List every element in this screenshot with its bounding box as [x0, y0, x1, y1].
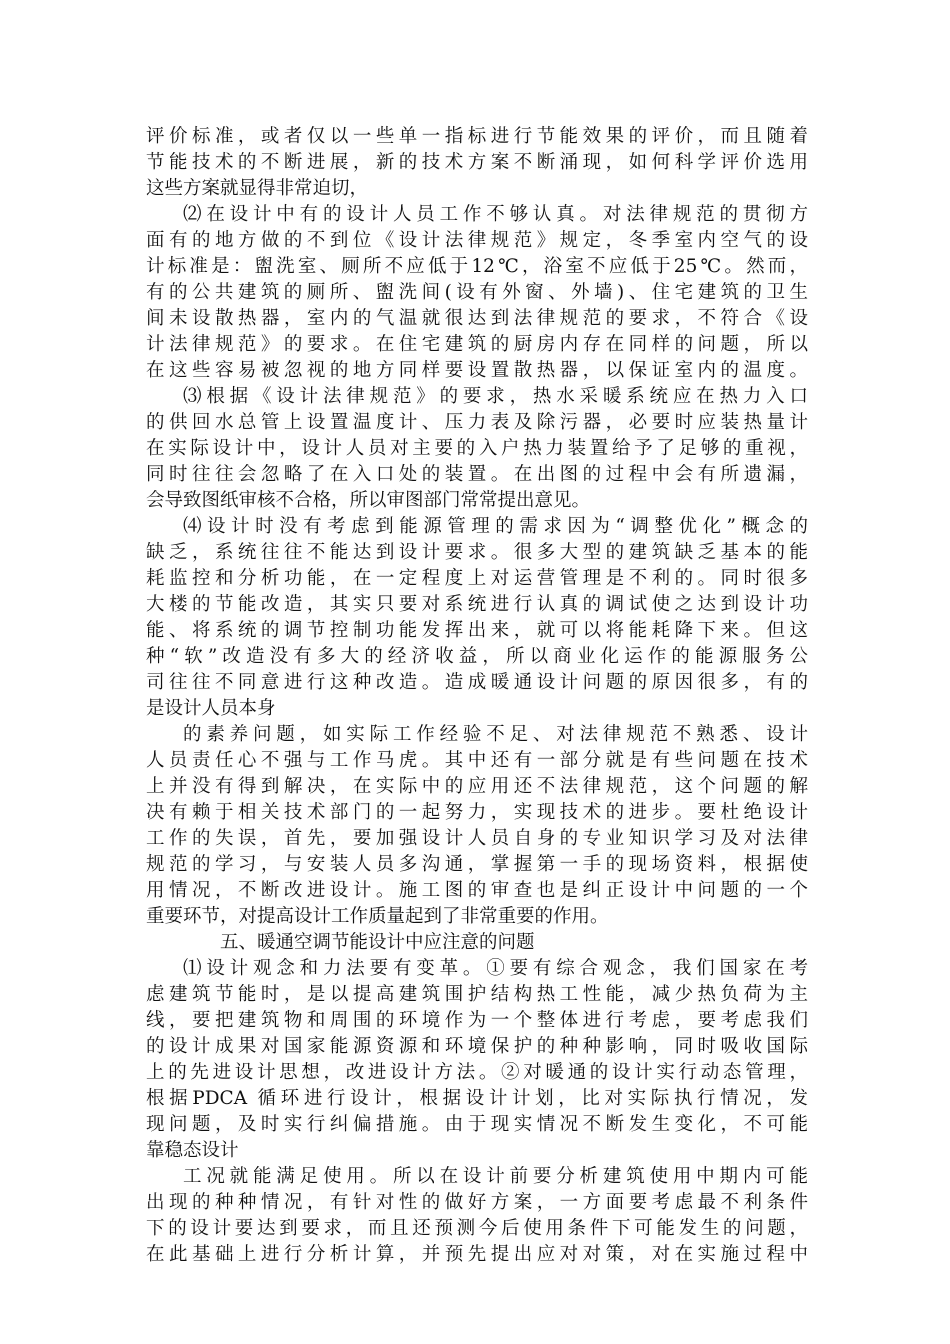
text-line: 耗监控和分析功能，在一定程度上对运营管理是不利的。同时很多 — [146, 568, 808, 589]
text-line: 用情况，不断改进设计。施工图的审查也是纠正设计中问题的一个 — [146, 880, 808, 901]
text-line: 根据PDCA 循环进行设计，根据设计计划，比对实际执行情况，发 — [146, 1088, 808, 1109]
text-line: 出现的种种情况，有针对性的做好方案，一方面要考虑最不利条件 — [146, 1192, 808, 1213]
text-line: 同时往往会忽略了在入口处的装置。在出图的过程中会有所遗漏， — [146, 464, 808, 485]
text-line: 会导致图纸审核不合格，所以审图部门常常提出意见。 — [146, 490, 591, 511]
text-line: 缺乏，系统往往不能达到设计要求。很多大型的建筑缺乏基本的能 — [146, 542, 808, 563]
text-line: 规范的学习，与安装人员多沟通，掌握第一手的现场资料，根据使 — [146, 854, 808, 875]
paragraph-start-line: ⑵在设计中有的设计人员工作不够认真。对法律规范的贯彻方 — [183, 204, 808, 225]
text-line: 工作的失误，首先，要加强设计人员自身的专业知识学习及对法律 — [146, 828, 808, 849]
text-line: 现问题，及时实行纠偏措施。由于现实情况不断发生变化，不可能 — [146, 1114, 808, 1135]
text-line: 有的公共建筑的厕所、盥洗间(设有外窗、外墙)、住宅建筑的卫生 — [146, 282, 808, 303]
text-line: 能、将系统的调节控制功能发挥出来，就可以将能耗降下来。但这 — [146, 620, 808, 641]
paragraph-start-line: ⑷设计时没有考虑到能源管理的需求因为“调整优化”概念的 — [183, 516, 808, 537]
text-line: 间未设散热器，室内的气温就很达到法律规范的要求，不符合《设 — [146, 308, 808, 329]
text-line: 节能技术的不断进展，新的技术方案不断涌现，如何科学评价选用 — [146, 152, 808, 173]
text-line: 重要环节，对提高设计工作质量起到了非常重要的作用。 — [146, 906, 609, 927]
text-line: 大楼的节能改造，其实只要对系统进行认真的调试使之达到设计功 — [146, 594, 808, 615]
text-line: 上的先进设计思想，改进设计方法。②对暖通的设计实行动态管理， — [146, 1062, 808, 1083]
text-line: 的供回水总管上设置温度计、压力表及除污器，必要时应装热量计 — [146, 412, 808, 433]
text-line: 面有的地方做的不到位《设计法律规范》规定，冬季室内空气的设 — [146, 230, 808, 251]
paragraph-start-line: ⑶根据《设计法律规范》的要求，热水采暖系统应在热力入口 — [183, 386, 808, 407]
text-line: 在实际设计中，设计人员对主要的入户热力装置给予了足够的重视， — [146, 438, 808, 459]
text-line: 司往往不同意进行这种改造。造成暖通设计问题的原因很多，有的 — [146, 672, 808, 693]
text-line: 下的设计要达到要求，而且还预测今后使用条件下可能发生的问题， — [146, 1218, 808, 1239]
document-body — [146, 124, 808, 1268]
text-line: 决有赖于相关技术部门的一起努力，实现技术的进步。要杜绝设计 — [146, 802, 808, 823]
text-line: 在这些容易被忽视的地方同样要设置散热器，以保证室内的温度。 — [146, 360, 808, 381]
text-line: 人员责任心不强与工作马虎。其中还有一部分就是有些问题在技术 — [146, 750, 808, 771]
text-line: 计法律规范》的要求。在住宅建筑的厨房内存在同样的问题，所以 — [146, 334, 808, 355]
section-heading: 五、暖通空调节能设计中应注意的问题 — [220, 932, 535, 953]
text-line: 上并没有得到解决，在实际中的应用还不法律规范，这个问题的解 — [146, 776, 808, 797]
paragraph-start-line: ⑴设计观念和力法要有变革。①要有综合观念，我们国家在考 — [183, 958, 808, 979]
text-line: 的设计成果对国家能源资源和环境保护的种种影响，同时吸收国际 — [146, 1036, 808, 1057]
text-line: 计标准是：盥洗室、厕所不应低于12℃，浴室不应低于25℃。然而， — [146, 256, 808, 277]
text-line: 是设计人员本身 — [146, 698, 276, 719]
text-line: 评价标准，或者仅以一些单一指标进行节能效果的评价，而且随着 — [146, 126, 808, 147]
text-line: 在此基础上进行分析计算，并预先提出应对对策，对在实施过程中 — [146, 1244, 808, 1265]
text-line: 种“软”改造没有多大的经济收益，所以商业化运作的能源服务公 — [146, 646, 808, 667]
text-line: 靠稳态设计 — [146, 1140, 239, 1161]
text-line: 虑建筑节能时，是以提高建筑围护结构热工性能，减少热负荷为主 — [146, 984, 808, 1005]
text-line: 线，要把建筑物和周围的环境作为一个整体进行考虑，要考虑我们 — [146, 1010, 808, 1031]
text-line: 这些方案就显得非常迫切， — [146, 178, 369, 199]
paragraph-start-line: 工况就能满足使用。所以在设计前要分析建筑使用中期内可能 — [183, 1166, 808, 1187]
paragraph-start-line: 的素养问题，如实际工作经验不足、对法律规范不熟悉、设计 — [183, 724, 808, 745]
